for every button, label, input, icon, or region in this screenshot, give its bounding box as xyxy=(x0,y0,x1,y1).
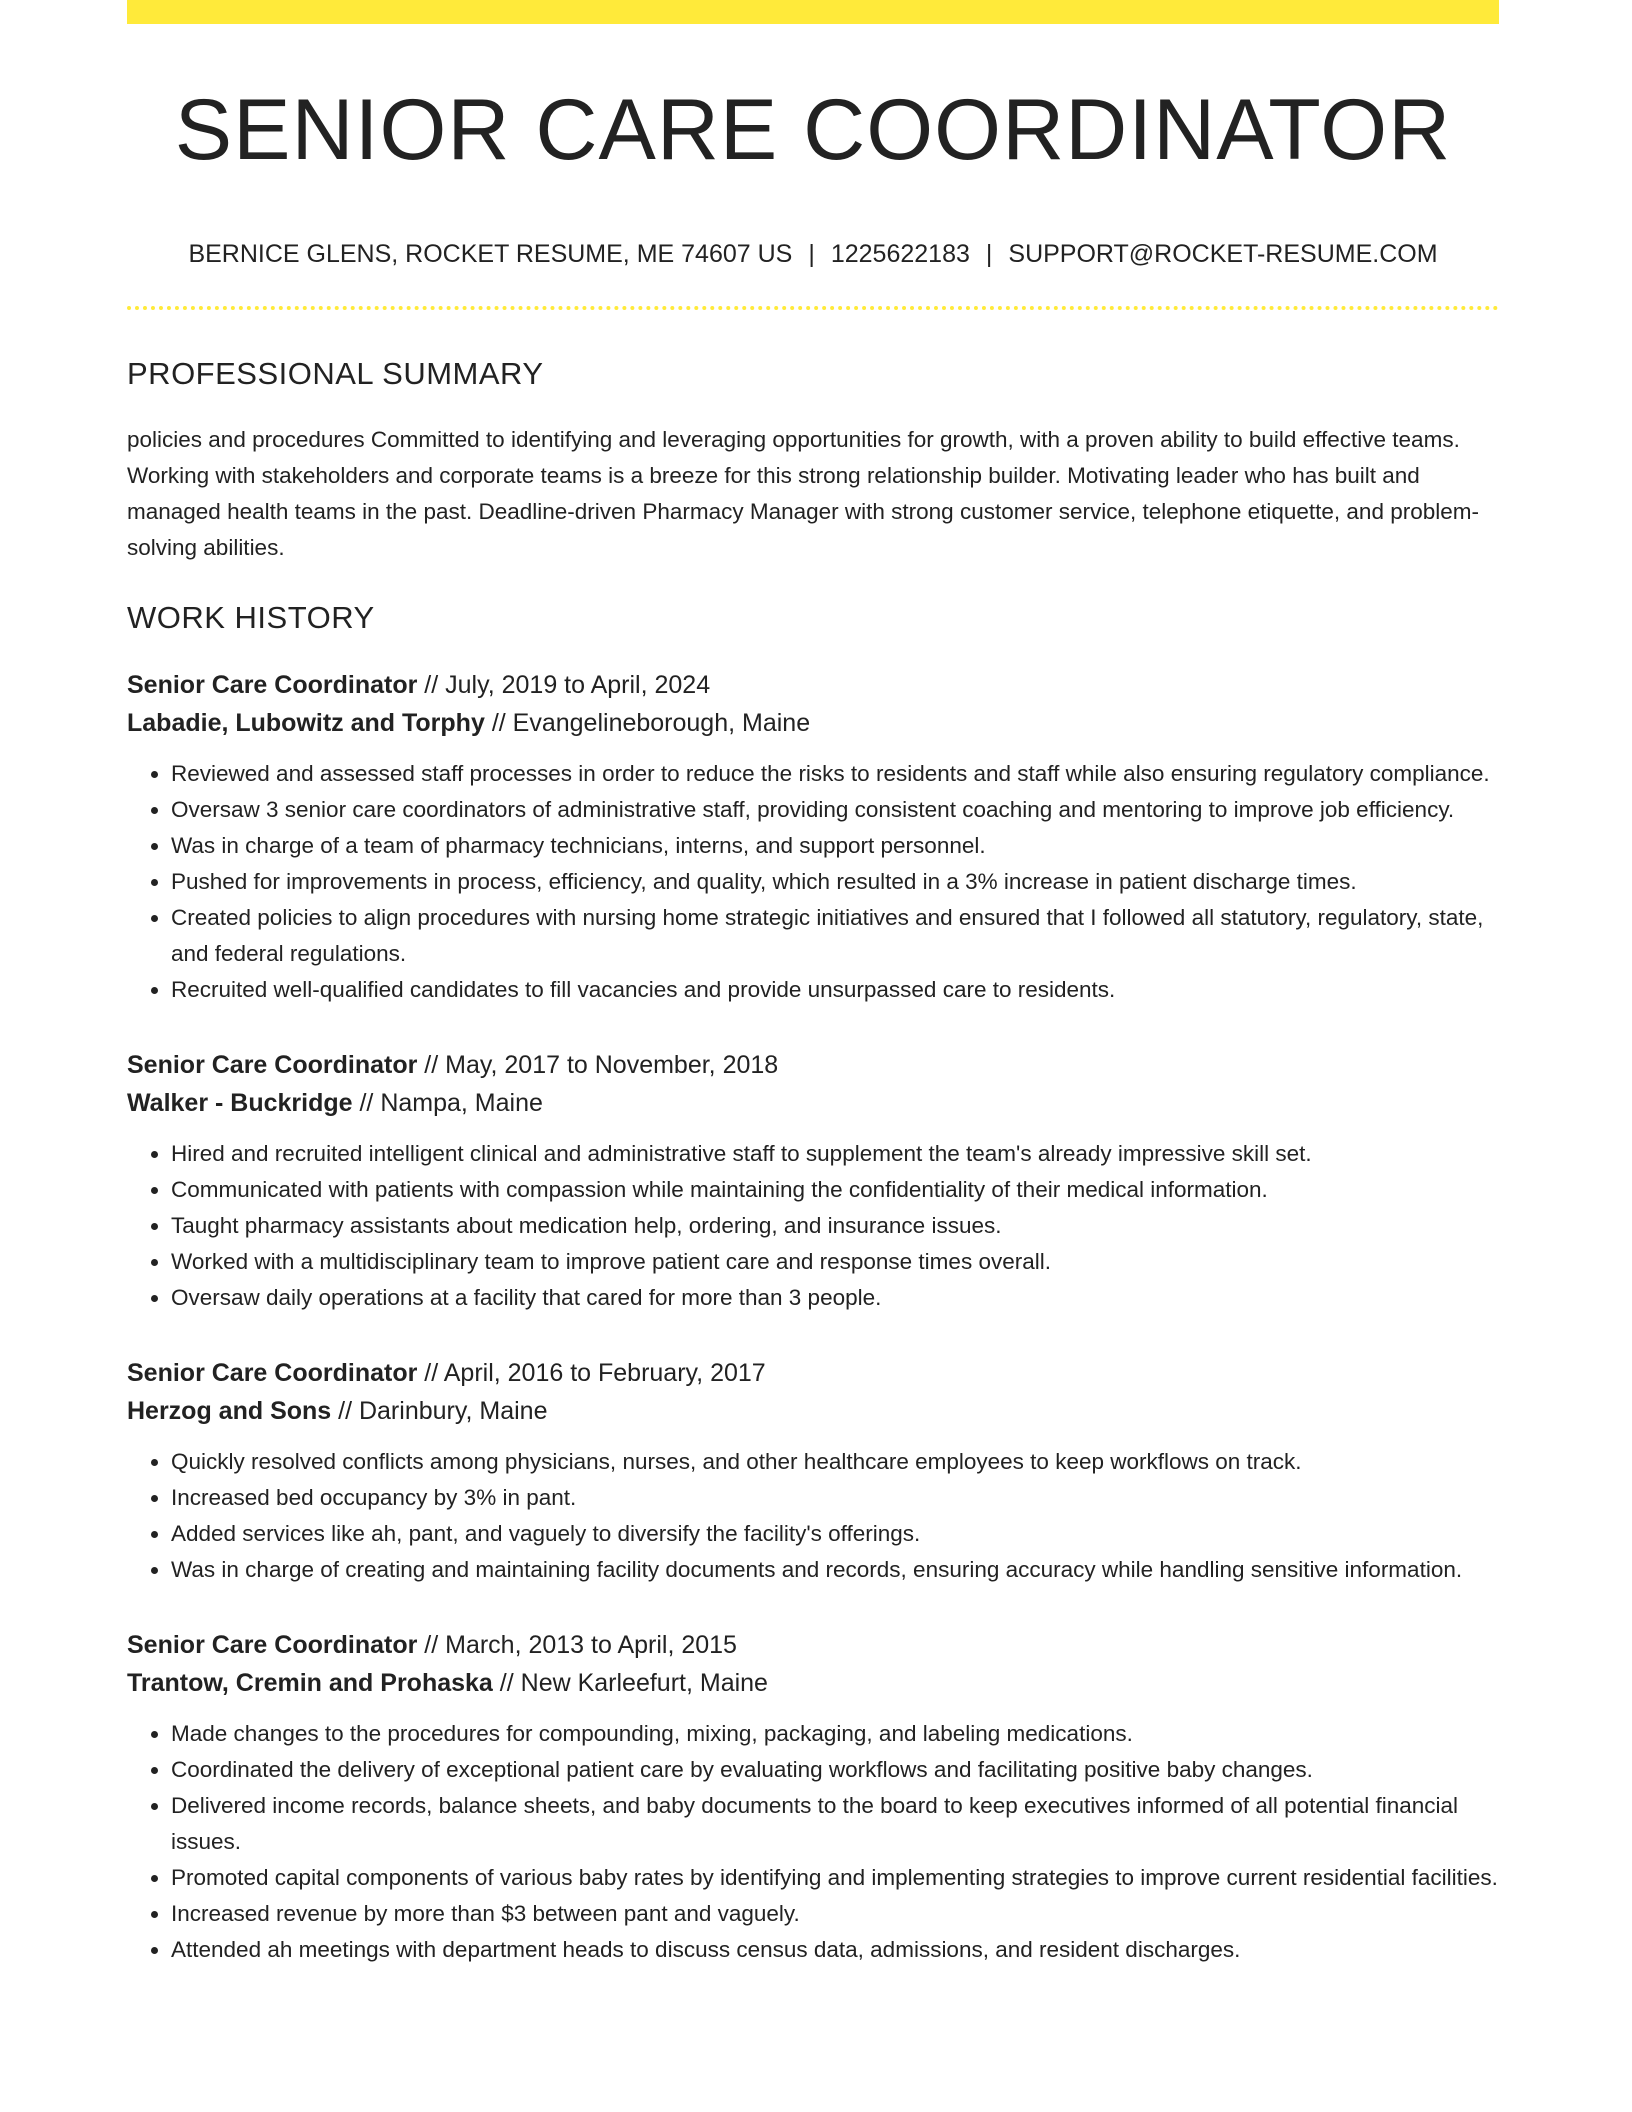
contact-line xyxy=(127,236,1499,272)
job-bullet: • Delivered income records, balance sheets, and baby documents to the board to keep executives informed of all potential financial issues. xyxy=(171,1788,1499,1860)
job-bullet: • Attended ah meetings with department heads to discuss census data, admissions, and resident discharges. xyxy=(171,1932,1499,1968)
job-bullet: • Oversaw daily operations at a facility that cared for more than 3 people. xyxy=(171,1280,1499,1316)
job-bullet: • Made changes to the procedures for compounding, mixing, packaging, and labeling medications. xyxy=(171,1716,1499,1752)
job-company-line xyxy=(127,1392,1499,1430)
job-title: Senior Care Coordinator xyxy=(127,1359,418,1387)
job-location: // Nampa, Maine xyxy=(359,1089,543,1117)
job-bullet: • Oversaw 3 senior care coordinators of administrative staff, providing consistent coaching and mentoring to improve job efficiency. xyxy=(171,792,1499,828)
job-bullet: • Reviewed and assessed staff processes in order to reduce the risks to residents and staff while also ensuring regulatory compliance. xyxy=(171,756,1499,792)
job-dates: // July, 2019 to April, 2024 xyxy=(424,671,711,699)
job-company-line xyxy=(127,1664,1499,1702)
job-bullet: • Worked with a multidisciplinary team to improve patient care and response times overall. xyxy=(171,1244,1499,1280)
job-title-line xyxy=(127,1046,1499,1084)
job-entry xyxy=(127,1354,1499,1588)
job-bullet: • Increased revenue by more than $3 between pant and vaguely. xyxy=(171,1896,1499,1932)
job-entry xyxy=(127,666,1499,1008)
job-company: Herzog and Sons xyxy=(127,1397,332,1425)
job-bullet: • Created policies to align procedures with nursing home strategic initiatives and ensured that I followed all statutory, regulatory, state, and federal regulations. xyxy=(171,900,1499,972)
job-company: Labadie, Lubowitz and Torphy xyxy=(127,709,485,737)
top-accent-bar xyxy=(127,0,1499,24)
job-company: Walker - Buckridge xyxy=(127,1089,353,1117)
job-dates: // March, 2013 to April, 2015 xyxy=(424,1631,737,1659)
job-bullet: • Recruited well-qualified candidates to fill vacancies and provide unsurpassed care to residents. xyxy=(171,972,1499,1008)
job-location: // Evangelineborough, Maine xyxy=(491,709,811,737)
job-bullet: • Was in charge of creating and maintaining facility documents and records, ensuring accuracy while handling sensitive information. xyxy=(171,1552,1499,1588)
job-bullet: • Added services like ah, pant, and vaguely to diversify the facility's offerings. xyxy=(171,1516,1499,1552)
job-location: // Darinbury, Maine xyxy=(338,1397,548,1425)
job-title-line xyxy=(127,1354,1499,1392)
job-bullet: • Pushed for improvements in process, efficiency, and quality, which resulted in a 3% increase in patient discharge times. xyxy=(171,864,1499,900)
job-title: Senior Care Coordinator xyxy=(127,1051,418,1079)
job-bullet: • Communicated with patients with compassion while maintaining the confidentiality of their medical information. xyxy=(171,1172,1499,1208)
job-company: Trantow, Cremin and Prohaska xyxy=(127,1669,493,1697)
job-bullet: • Was in charge of a team of pharmacy technicians, interns, and support personnel. xyxy=(171,828,1499,864)
contact-email: SUPPORT@ROCKET-RESUME.COM xyxy=(1008,240,1438,268)
job-bullets xyxy=(127,1444,1499,1588)
job-dates: // May, 2017 to November, 2018 xyxy=(424,1051,779,1079)
contact-address: BERNICE GLENS, ROCKET RESUME, ME 74607 US xyxy=(188,240,793,268)
job-bullet: • Taught pharmacy assistants about medication help, ordering, and insurance issues. xyxy=(171,1208,1499,1244)
job-company-line xyxy=(127,1084,1499,1122)
job-bullets xyxy=(127,756,1499,1008)
job-bullet: • Hired and recruited intelligent clinical and administrative staff to supplement the team's already impressive skill set. xyxy=(171,1136,1499,1172)
dotted-divider xyxy=(127,306,1499,310)
job-bullet: • Promoted capital components of various baby rates by identifying and implementing strategies to improve current residential facilities. xyxy=(171,1860,1499,1896)
resume-title: SENIOR CARE COORDINATOR xyxy=(174,82,1452,178)
job-title-line xyxy=(127,666,1499,704)
resume-content xyxy=(127,350,1499,2006)
job-bullets xyxy=(127,1716,1499,1968)
job-title: Senior Care Coordinator xyxy=(127,1631,418,1659)
contact-separator: | xyxy=(808,240,815,268)
job-bullet: • Quickly resolved conflicts among physicians, nurses, and other healthcare employees to keep workflows on track. xyxy=(171,1444,1499,1480)
contact-phone: 1225622183 xyxy=(830,240,970,268)
job-entry xyxy=(127,1626,1499,1968)
job-bullets xyxy=(127,1136,1499,1316)
summary-text: policies and procedures Committed to identifying and leveraging opportunities for growth, with a proven ability to build effective teams. Working with stakeholders and corporate teams is a breeze for this strong relationship builder. Motivating leader who has built and managed health teams in the past. Deadline-driven Pharmacy Manager with strong customer service, telephone etiquette, and problem-solving abilities. xyxy=(127,427,1479,560)
job-bullet: • Increased bed occupancy by 3% in pant. xyxy=(171,1480,1499,1516)
job-title: Senior Care Coordinator xyxy=(127,671,418,699)
job-bullet: • Coordinated the delivery of exceptional patient care by evaluating workflows and facilitating positive baby changes. xyxy=(171,1752,1499,1788)
summary-heading: PROFESSIONAL SUMMARY xyxy=(127,356,544,391)
job-entry xyxy=(127,1046,1499,1316)
job-company-line xyxy=(127,704,1499,742)
job-dates: // April, 2016 to February, 2017 xyxy=(424,1359,766,1387)
job-location: // New Karleefurt, Maine xyxy=(499,1669,768,1697)
work-history-heading: WORK HISTORY xyxy=(127,600,375,635)
job-title-line xyxy=(127,1626,1499,1664)
contact-separator: | xyxy=(985,240,993,268)
